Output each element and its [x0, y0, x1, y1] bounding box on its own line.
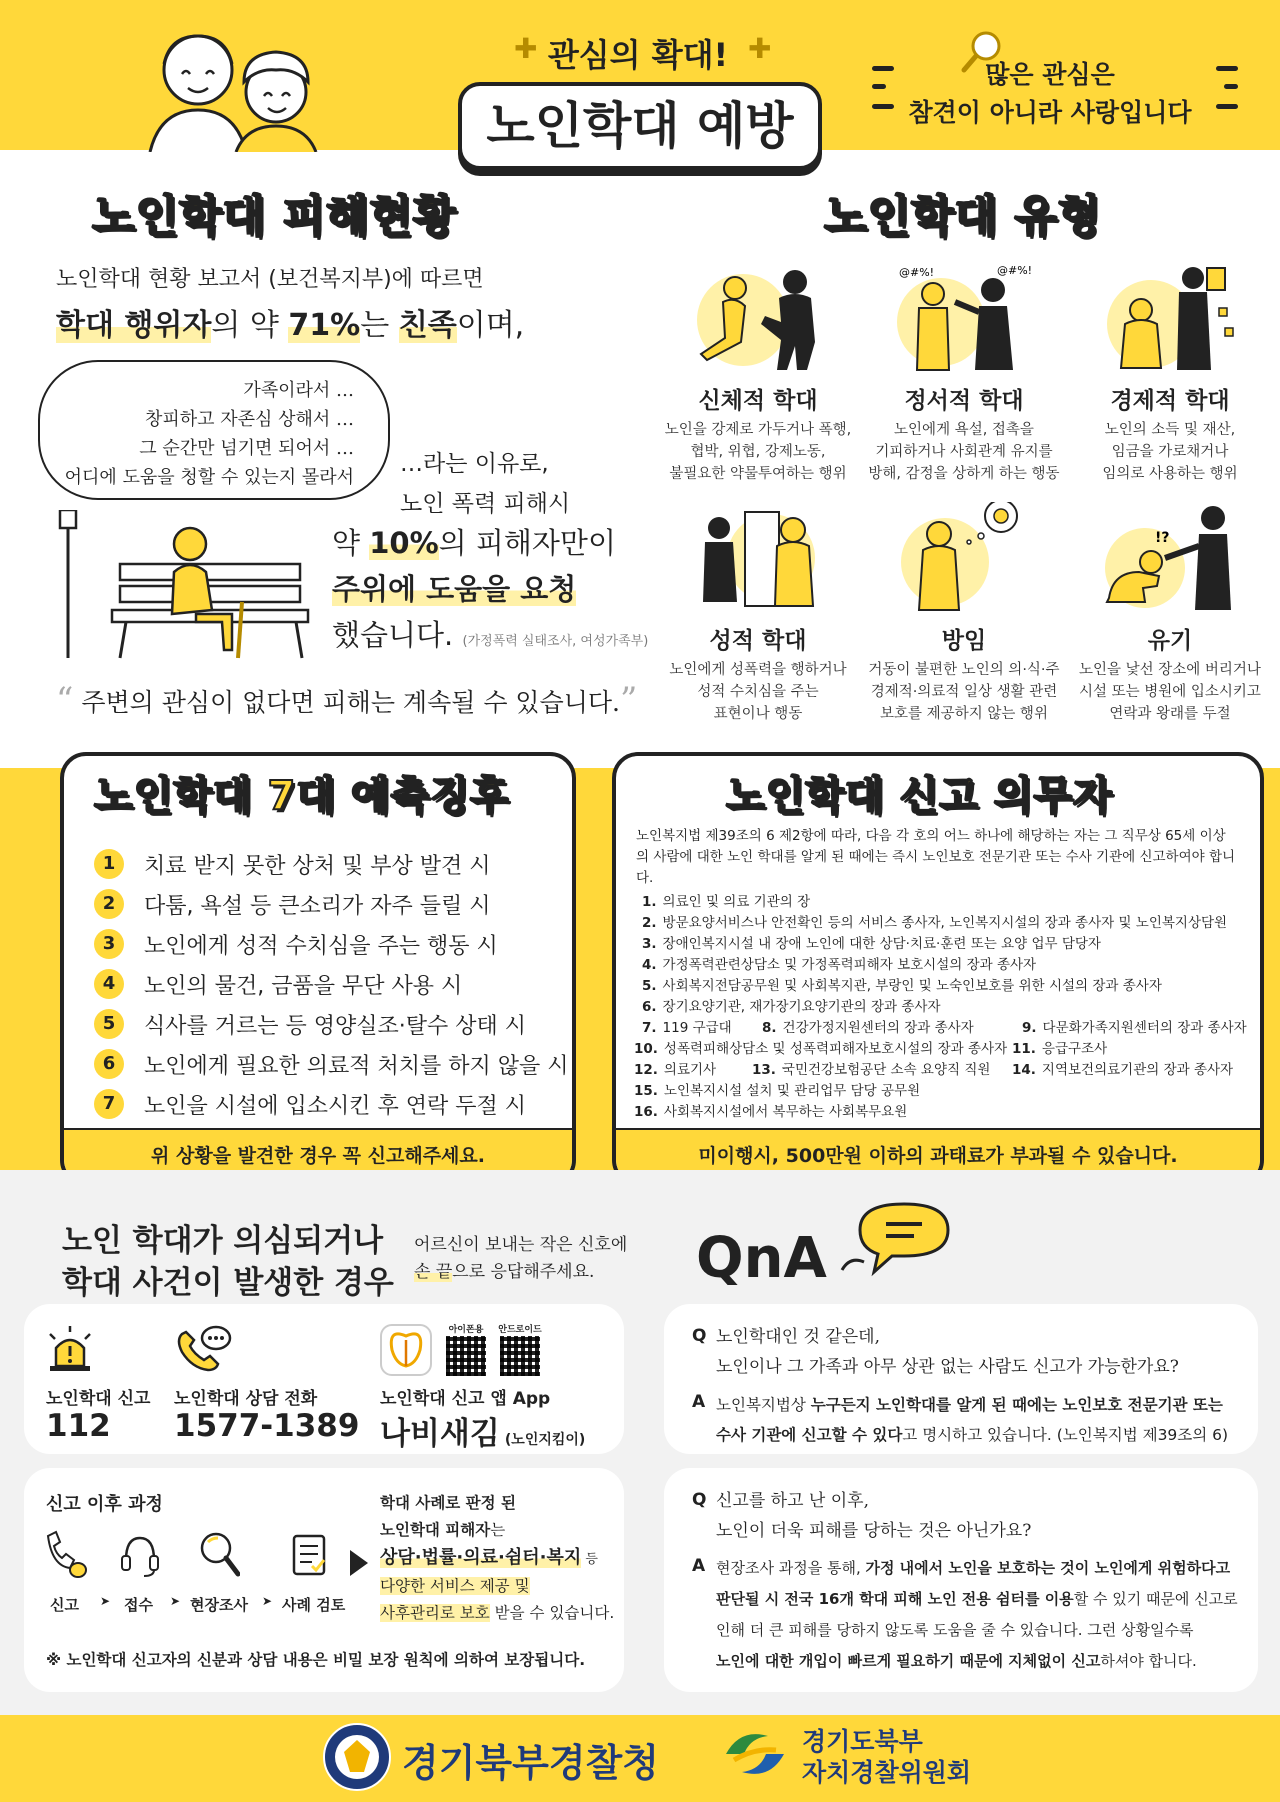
bubble-line: 그 순간만 넘기면 되어서 …	[139, 438, 354, 459]
app-note: (노인지킴이)	[504, 1432, 586, 1448]
qna-title: QnA	[696, 1226, 827, 1291]
quote-open-icon: “	[56, 680, 74, 720]
type-desc	[864, 419, 1064, 485]
sign-text: 다툼, 욕설 등 큰소리가 자주 들릴 시	[144, 893, 491, 919]
answer-text: 인해 더 큰 피해를 당하지 않도록 도움을 줄 수 있습니다. 그런 상황일수록	[716, 1621, 1194, 1639]
help-request-text: 주위에 도움을 요청	[332, 572, 577, 606]
contact-number-counsel[interactable]: 1577-1389	[174, 1408, 360, 1444]
duty-text: 사회복지시설에서 복무하는 사회복무요원	[663, 1104, 908, 1120]
type-desc	[1070, 419, 1270, 485]
sexual-abuse-icon	[683, 502, 833, 612]
duty-item	[1012, 1058, 1233, 1078]
percent-10: 10%	[369, 526, 439, 560]
protection-text: 사후관리로 보호	[380, 1604, 490, 1622]
status-title: 노인학대 피해현황	[92, 191, 457, 242]
answer-bold: 수사 기관에 신고할 수 있다	[716, 1426, 903, 1444]
duty-text: 의료기사	[663, 1062, 717, 1078]
physical-abuse-icon	[683, 262, 833, 372]
answer-text: 고 명시하고 있습니다. (노인복지법 제39조의 6)	[902, 1426, 1229, 1444]
type-name: 정서적 학대	[904, 388, 1024, 414]
butterfly-icon	[382, 1326, 430, 1374]
arrow-right-icon	[348, 1548, 370, 1578]
desc-line: 시설 또는 병원에 입소시키고	[1079, 684, 1261, 700]
duty-number: 14.	[1012, 1062, 1036, 1078]
type-emotional	[864, 262, 1064, 485]
victim-text: 노인학대 피해자	[380, 1521, 491, 1539]
contact-label-counsel: 노인학대 상담 전화	[174, 1389, 318, 1409]
question-line: 신고를 하고 난 이후,	[716, 1491, 869, 1511]
reason-line: 노인 폭력 피해시	[400, 491, 571, 517]
type-name: 방임	[941, 628, 987, 654]
step-review: 사례 검토	[282, 1596, 346, 1614]
duty-text: 응급구조사	[1041, 1041, 1108, 1057]
status-text: 의 약	[211, 308, 289, 343]
header-slogan	[880, 56, 1220, 132]
suspicion-title-line: 노인 학대가 의심되거나	[62, 1223, 384, 1259]
result-line: 받을 수 있습니다.	[489, 1604, 615, 1622]
duty-number: 1.	[642, 894, 657, 910]
type-financial	[1070, 262, 1270, 485]
sign-item	[94, 1044, 569, 1084]
question-1	[716, 1322, 1179, 1382]
type-name: 성적 학대	[709, 628, 807, 654]
help-request-stats	[332, 520, 648, 665]
emphasis-mark	[872, 66, 894, 71]
sign-number: 4	[94, 969, 124, 999]
curse-sound-text: @#%!	[899, 266, 935, 279]
plus-icon: ✚	[514, 32, 538, 65]
desc-line: 불필요한 약물투여하는 행위	[669, 466, 847, 482]
process-title: 신고 이후 과정	[46, 1494, 163, 1515]
answer-1	[716, 1390, 1228, 1450]
org-police: 경기북부경찰청	[402, 1741, 659, 1785]
sign-number: 3	[94, 929, 124, 959]
bubble-line: 가족이라서 …	[243, 380, 354, 401]
case-review-icon	[292, 1532, 328, 1576]
a-letter: A	[692, 1556, 706, 1576]
duty-item	[642, 1016, 732, 1036]
desc-line: 보호를 제공하지 않는 행위	[880, 706, 1048, 722]
financial-abuse-icon	[1095, 262, 1245, 372]
app-logo-icon[interactable]	[380, 1324, 432, 1376]
duty-number: 13.	[752, 1062, 776, 1078]
duty-number: 6.	[642, 999, 657, 1015]
type-physical	[658, 262, 858, 485]
desc-line: 노인의 소득 및 재산,	[1104, 422, 1236, 438]
answer-2	[716, 1553, 1238, 1677]
perpetrator-text: 학대 행위자	[56, 308, 212, 343]
answer-text: 노인복지법상	[716, 1396, 811, 1414]
header-title: 노인학대 예방	[458, 82, 822, 170]
type-desc	[658, 419, 858, 485]
abandonment-icon	[1095, 502, 1245, 612]
duty-number: 15.	[634, 1083, 658, 1099]
q-letter: Q	[692, 1326, 707, 1346]
contact-number-112[interactable]: 112	[46, 1408, 111, 1444]
desc-line: 임금을 가로채거나	[1111, 444, 1229, 460]
status-text: 는	[360, 308, 399, 343]
privacy-notice: ※ 노인학대 신고자의 신분과 상담 내용은 비밀 보장 원칙에 의하여 보장됩니다.	[46, 1651, 586, 1669]
type-name: 경제적 학대	[1110, 388, 1230, 414]
status-quote	[56, 680, 637, 720]
percent-71: 71%	[288, 308, 361, 343]
plus-icon: ✚	[748, 32, 772, 65]
committee-logo-icon	[720, 1724, 790, 1784]
desc-line: 기피하거나 사회관계 유지를	[875, 444, 1053, 460]
type-abandonment	[1070, 502, 1270, 725]
duty-number: 12.	[634, 1062, 658, 1078]
type-neglect	[864, 502, 1064, 725]
duty-item	[752, 1058, 990, 1078]
services-text: 상담·법률·의료·쉼터·복지	[380, 1547, 582, 1568]
header-subtitle: 관심의 확대!	[547, 36, 729, 74]
emphasis-mark	[1224, 84, 1238, 89]
duty-text: 성폭력피해상담소 및 성폭력피해자보호시설의 장과 종사자	[663, 1041, 1008, 1057]
desc-line: 임의로 사용하는 행위	[1102, 466, 1238, 482]
duty-item	[762, 1016, 974, 1036]
duty-item	[642, 995, 941, 1015]
duty-item	[634, 1079, 920, 1099]
emphasis-mark	[872, 84, 886, 89]
sign-item	[94, 1084, 526, 1124]
sign-text: 노인에게 필요한 의료적 처치를 하지 않을 시	[144, 1053, 569, 1079]
duty-title: 노인학대 신고 의무자	[726, 773, 1113, 819]
duty-text: 사회복지전담공무원 및 사회복지관, 부랑인 및 노숙인보호를 위한 시설의 장과 종사자	[662, 978, 1162, 994]
type-name: 유기	[1147, 628, 1193, 654]
types-title: 노인학대 유형	[824, 191, 1102, 242]
contact-app[interactable]	[380, 1408, 585, 1453]
duty-text: 지역보건의료기관의 장과 종사자	[1041, 1062, 1234, 1078]
duty-number: 11.	[1012, 1041, 1036, 1057]
answer-bold: 누구든지 노인학대를 알게 된 때에는 노인보호 전문기관 또는	[810, 1396, 1223, 1414]
duty-text: 노인복지시설 설치 및 관리업무 담당 공무원	[663, 1083, 921, 1099]
sign-number: 5	[94, 1009, 124, 1039]
stat-text: 의 피해자만이	[438, 526, 616, 560]
suspicion-title	[62, 1220, 394, 1304]
contact-label-112: 노인학대 신고	[46, 1389, 151, 1409]
step-report: 신고	[50, 1596, 79, 1614]
duty-text: 가정폭력관련상담소 및 가정폭력피해자 보호시설의 장과 종사자	[662, 957, 1037, 973]
duty-item	[642, 911, 1227, 931]
result-line: 학대 사례로 판정 된	[380, 1494, 516, 1512]
desc-line: 노인을 낯선 장소에 버리거나	[1079, 662, 1261, 678]
duty-item	[642, 890, 810, 910]
emphasis-mark	[1216, 104, 1238, 109]
duty-text: 의료인 및 의료 기관의 장	[662, 894, 811, 910]
sign-item	[94, 1004, 526, 1044]
duty-number: 2.	[642, 915, 657, 931]
answer-bold: 판단될 시 전국 16개 학대 피해 노인 전용 쉼터를 이용	[716, 1590, 1074, 1608]
question-2	[716, 1486, 1031, 1546]
sign-text: 노인에게 성적 수치심을 주는 행동 시	[144, 933, 498, 959]
sign-number: 2	[94, 889, 124, 919]
stat-text: 했습니다.	[332, 618, 454, 652]
type-desc	[658, 659, 858, 725]
answer-text: 현장조사 과정을 통해,	[716, 1559, 866, 1577]
relatives-text: 친족	[398, 308, 457, 343]
org-committee-line: 경기도북부	[802, 1727, 923, 1756]
stat-text: 약	[332, 526, 370, 560]
org-committee-line: 자치경찰위원회	[802, 1758, 972, 1787]
process-result	[380, 1490, 614, 1627]
duty-item	[634, 1058, 716, 1078]
suspicion-title-line: 학대 사건이 발생한 경우	[62, 1265, 394, 1301]
chevron-right-icon: ➤	[100, 1594, 111, 1608]
duty-item	[634, 1037, 1007, 1057]
emphasis-mark	[1216, 66, 1238, 71]
suspicion-sub-line: 어르신이 보내는 작은 신호에	[414, 1235, 628, 1255]
emotional-abuse-icon	[889, 262, 1039, 372]
step-receipt: 접수	[124, 1596, 153, 1614]
desc-line: 노인을 강제로 가두거나 폭행,	[664, 422, 852, 438]
duty-number: 4.	[642, 957, 657, 973]
duty-item	[1012, 1037, 1107, 1057]
quote-close-icon: ”	[619, 680, 638, 720]
duty-number: 8.	[762, 1020, 777, 1036]
bench-elder-illustration	[56, 510, 316, 660]
sign-text: 노인을 시설에 입소시킨 후 연락 두절 시	[144, 1093, 526, 1119]
question-line: 노인이나 그 가족과 아무 상관 없는 사람도 신고가 가능한가요?	[716, 1357, 1179, 1377]
duty-text: 다문화가족지원센터의 장과 종사자	[1042, 1020, 1247, 1036]
duty-footer: 미이행시, 500만원 이하의 과태료가 부과될 수 있습니다.	[616, 1128, 1260, 1182]
duty-text: 국민건강보험공단 소속 요양직 직원	[781, 1062, 991, 1078]
phone-call-icon	[174, 1324, 232, 1372]
police-emblem-icon	[322, 1722, 392, 1792]
report-phone-icon	[44, 1530, 88, 1580]
sign-text: 노인의 물건, 금품을 무단 사용 시	[144, 973, 463, 999]
chat-bubbles-icon	[840, 1196, 960, 1296]
sign-item	[94, 844, 490, 884]
suspicion-subtitle	[414, 1232, 627, 1286]
sign-text: 치료 받지 못한 상처 및 부상 발견 시	[144, 853, 491, 879]
reason-block	[400, 444, 570, 524]
status-main	[56, 300, 524, 344]
duty-number: 16.	[634, 1104, 658, 1120]
duty-number: 7.	[642, 1020, 657, 1036]
status-lead: 노인학대 현황 보고서 (보건복지부)에 따르면	[56, 267, 484, 292]
neglect-icon	[889, 502, 1039, 612]
answer-text: 하셔야 합니다.	[1100, 1652, 1197, 1670]
signs-title: 노인학대 7대 예측징후	[94, 773, 510, 819]
answer-text: 할 수 있기 때문에 신고로	[1073, 1590, 1238, 1608]
source-note: (가정폭력 실태조사, 여성가족부)	[462, 634, 649, 649]
answer-bold: 가정 내에서 노인을 보호하는 것이 노인에게 위험하다고	[865, 1559, 1231, 1577]
duty-intro: 노인복지법 제39조의 6 제2항에 따라, 다음 각 호의 어느 하나에 해당하는 자는 그 직무상 65세 이상의 사람에 대한 노인 학대를 알게 된 때에는 즉시 노인보호 전문기관 또는 수사 기관에 신고하여야 합니다.	[636, 828, 1236, 886]
answer-bold: 노인에 대한 개입이 빠르게 필요하기 때문에 지체없이 신고	[716, 1652, 1101, 1670]
sign-number: 1	[94, 849, 124, 879]
result-line: 는	[490, 1521, 506, 1539]
desc-line: 방해, 감정을 상하게 하는 행동	[868, 466, 1060, 482]
duty-item	[634, 1100, 907, 1120]
duty-number: 5.	[642, 978, 657, 994]
qr-android-label: 안드로이드	[498, 1325, 542, 1335]
contact-label-app: 노인학대 신고 앱 App	[380, 1389, 551, 1409]
signs-footer: 위 상황을 발견한 경우 꼭 신고해주세요.	[64, 1128, 572, 1182]
org-committee	[802, 1726, 971, 1788]
duty-number: 9.	[1022, 1020, 1037, 1036]
sign-item	[94, 964, 462, 1004]
slogan-line1: 많은 관심은	[985, 60, 1115, 89]
duty-number: 10.	[634, 1041, 658, 1057]
question-line: 노인학대인 것 같은데,	[716, 1327, 881, 1347]
desc-line: 협박, 위협, 강제노동,	[690, 444, 826, 460]
duty-text: 장애인복지시설 내 장애 노인에 대한 상담·치료·훈련 또는 요양 업무 담당자	[662, 936, 1101, 952]
q-letter: Q	[692, 1490, 707, 1510]
duty-text: 건강가정지원센터의 장과 종사자	[782, 1020, 974, 1036]
chevron-right-icon: ➤	[170, 1594, 181, 1608]
duty-item	[642, 932, 1101, 952]
surprise-text: !?	[1155, 530, 1170, 546]
step-investigation: 현장조사	[190, 1596, 248, 1614]
suspicion-sub-line: 으로 응답해주세요.	[452, 1262, 595, 1282]
desc-line: 경제적·의료적 일상 생활 관련	[870, 684, 1058, 700]
emphasis-mark	[872, 104, 894, 109]
quote-text: 주변의 관심이 없다면 피해는 계속될 수 있습니다.	[81, 688, 620, 717]
slogan-line2: 참견이 아니라 사랑입니다	[908, 98, 1192, 127]
qr-code-android[interactable]	[500, 1336, 540, 1376]
desc-line: 표현이나 행동	[713, 706, 803, 722]
qr-code-ios[interactable]	[446, 1336, 486, 1376]
type-name: 신체적 학대	[698, 388, 818, 414]
reason-line: …라는 이유로,	[400, 451, 549, 477]
type-desc	[864, 659, 1064, 725]
sign-number: 7	[94, 1089, 124, 1119]
duty-item	[642, 974, 1162, 994]
investigation-icon	[198, 1530, 240, 1578]
app-name: 나비새김	[380, 1416, 500, 1452]
elderly-couple-illustration	[140, 18, 340, 152]
curse-sound-text: @#%!	[997, 264, 1033, 277]
status-text: 이며,	[456, 308, 525, 343]
bubble-line: 창피하고 자존심 상해서 …	[144, 409, 354, 430]
duty-number: 3.	[642, 936, 657, 952]
siren-icon	[46, 1326, 94, 1372]
headset-icon	[120, 1534, 160, 1578]
sign-text: 식사를 거르는 등 영양실조·탈수 상태 시	[144, 1013, 526, 1039]
type-desc	[1070, 659, 1270, 725]
desc-line: 거동이 불편한 노인의 의·식·주	[868, 662, 1060, 678]
duty-text: 방문요양서비스나 안전확인 등의 서비스 종사자, 노인복지시설의 장과 종사자 및 노인복지상담원	[662, 915, 1228, 931]
desc-line: 성적 수치심을 주는	[697, 684, 819, 700]
desc-line: 노인에게 욕설, 접촉을	[894, 422, 1034, 438]
qr-ios-label: 아이폰용	[448, 1325, 484, 1335]
duty-text: 119 구급대	[662, 1020, 732, 1036]
sign-item	[94, 884, 490, 924]
result-line: 등	[581, 1552, 598, 1567]
sign-item	[94, 924, 498, 964]
sign-number: 6	[94, 1049, 124, 1079]
result-line: 다양한 서비스 제공 및	[380, 1577, 530, 1595]
desc-line: 연락과 왕래를 두절	[1109, 706, 1231, 722]
duty-item	[642, 953, 1036, 973]
chevron-right-icon: ➤	[262, 1594, 273, 1608]
duty-item	[1022, 1016, 1247, 1036]
type-sexual	[658, 502, 858, 725]
bubble-line: 어디에 도움을 청할 수 있는지 몰라서	[64, 467, 354, 488]
a-letter: A	[692, 1392, 706, 1412]
question-line: 노인이 더욱 피해를 당하는 것은 아닌가요?	[716, 1521, 1032, 1541]
reasons-speech-bubble	[38, 360, 390, 500]
duty-text: 장기요양기관, 재가장기요양기관의 장과 종사자	[662, 999, 941, 1015]
fingertip-text: 손 끝	[414, 1262, 453, 1282]
desc-line: 노인에게 성폭력을 행하거나	[669, 662, 847, 678]
